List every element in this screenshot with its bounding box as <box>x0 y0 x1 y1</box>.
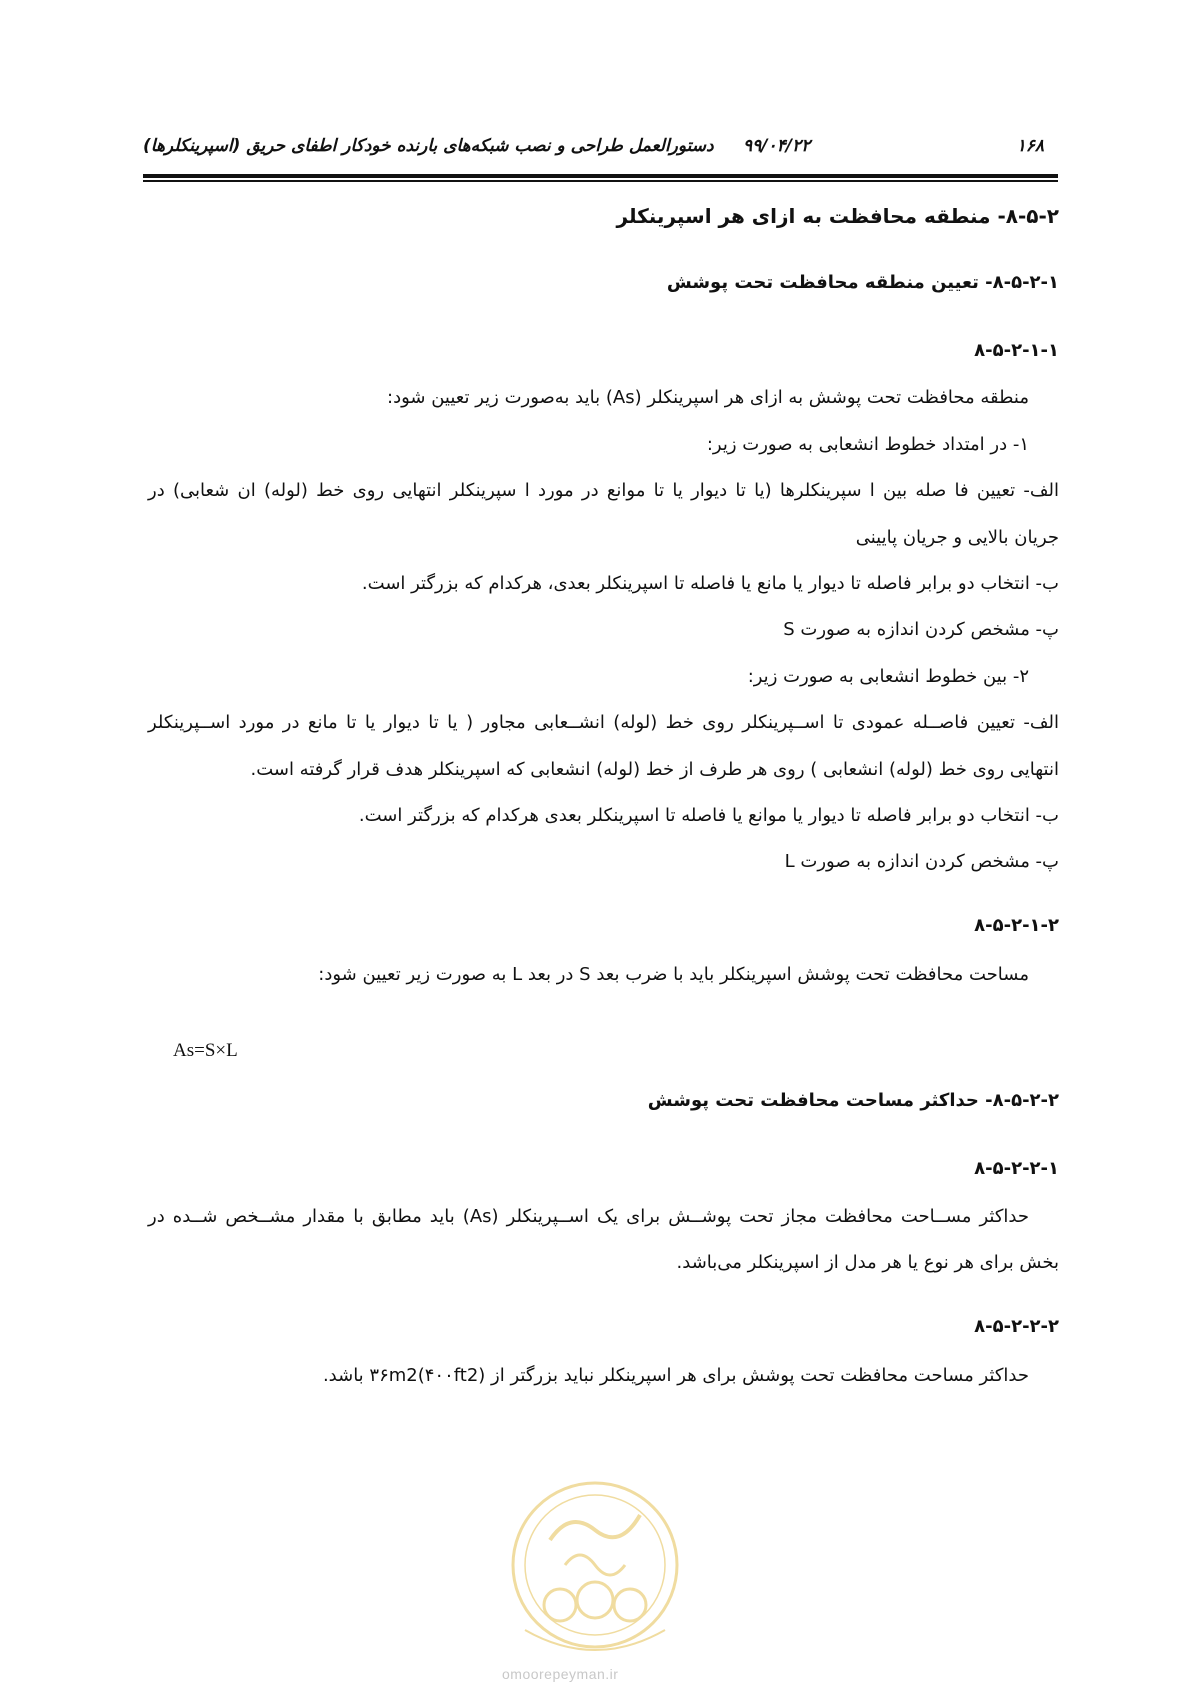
list-item: ب- انتخاب دو برابر فاصله تا دیوار یا مانع یا فاصله تا اسپرینکلر بعدی، هرکدام که بزرگتر است. <box>361 573 1059 594</box>
formula: As=S×L <box>173 1040 238 1061</box>
page-number: ۱۶۸ <box>1016 136 1044 156</box>
watermark-url: omoorepeyman.ir <box>502 1666 619 1682</box>
list-item: ۲- بین خطوط انشعابی به صورت زیر: <box>747 666 1029 687</box>
paragraph-line: حداکثر مساحت محافظت تحت پوشش برای هر اسپرینکلر نباید بزرگتر از ۳۶m2(۴۰۰ft2) باشد. <box>322 1365 1029 1386</box>
paragraph-line: منطقه محافظت تحت پوشش به ازای هر اسپرینکلر (As) باید به‌صورت زیر تعیین شود: <box>387 387 1029 408</box>
list-item: الف- تعیین فاصــله عمودی تا اســپرینکلر روی خط (لوله) انشــعابی مجاور ( یا تا دیوار یا تا مانع در مورد اســپرینکلر <box>148 712 1059 733</box>
header-title: دستورالعمل طراحی و نصب شبکه‌های بارنده خودکار اطفای حریق (اسپرینکلرها) <box>143 136 714 156</box>
paragraph-line: بخش برای هر نوع یا هر مدل از اسپرینکلر می‌باشد. <box>676 1252 1059 1273</box>
section-heading: ۸-۵-۲- منطقه محافظت به ازای هر اسپرینکلر <box>616 204 1059 228</box>
clause-number: ۸-۵-۲-۱-۱ <box>974 340 1059 361</box>
clause-number: ۸-۵-۲-۲-۲ <box>974 1316 1059 1337</box>
paragraph-line: مساحت محافظت تحت پوشش اسپرینکلر باید با ضرب بعد S در بعد L به صورت زیر تعیین شود: <box>318 964 1029 985</box>
list-item: ب- انتخاب دو برابر فاصله تا دیوار یا موانع یا فاصله تا اسپرینکلر بعدی هرکدام که بزرگتر است. <box>358 805 1059 826</box>
header-rule-thin <box>143 180 1058 182</box>
watermark-seal-icon <box>505 1470 685 1690</box>
page-header <box>143 134 1058 164</box>
subsection-heading: ۸-۵-۲-۲- حداکثر مساحت محافظت تحت پوشش <box>647 1090 1059 1111</box>
list-item: ۱- در امتداد خطوط انشعابی به صورت زیر: <box>706 434 1029 455</box>
list-item: پ- مشخص کردن اندازه به صورت L <box>784 851 1059 872</box>
header-date: ۹۹/۰۴/۲۲ <box>743 136 811 156</box>
list-item: پ- مشخص کردن اندازه به صورت S <box>783 619 1059 640</box>
header-rule-thick <box>143 174 1058 178</box>
list-item: الف- تعیین فا صله بین ا سپرینکلرها (یا تا دیوار یا تا موانع در مورد ا سپرینکلر انتهایی روی خط (لوله) ان شعابی) در <box>148 480 1059 501</box>
clause-number: ۸-۵-۲-۲-۱ <box>974 1158 1059 1179</box>
list-item-continuation: جریان بالایی و جریان پایینی <box>855 527 1059 548</box>
list-item-continuation: انتهایی روی خط (لوله) انشعابی ) روی هر طرف از خط (لوله) انشعابی که اسپرینکلر هدف قرار گرفته است. <box>250 759 1059 780</box>
paragraph-line: حداکثر مســاحت محافظت مجاز تحت پوشــش برای یک اســپرینکلر (As) باید مطابق با مقدار مشــخص شــده در <box>148 1206 1029 1227</box>
clause-number: ۸-۵-۲-۱-۲ <box>974 915 1059 936</box>
subsection-heading: ۸-۵-۲-۱- تعیین منطقه محافظت تحت پوشش <box>666 272 1059 293</box>
